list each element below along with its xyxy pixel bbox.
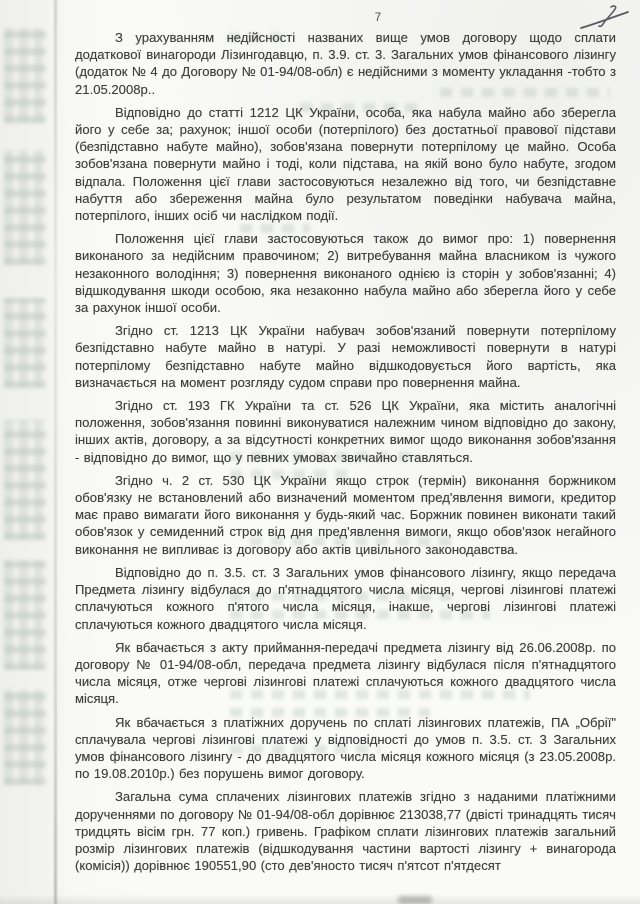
paragraph: Загальна сума сплачених лізингових платежів згідно з наданими платіжними дорученнями по договору № 01-94/08-обл дорівнює 213038,77 (двісті тринадцять тисяч тридцять вісім грн. 77 коп.) гривень. Графіком сплати лізингових платежів загальний розмір лізингових платежів (відшкодування частини вартості лізингу + винагорода (комісія)) дорівнює 190551,90 (сто дев'яносто тисяч п'ятсот п'ятдесят xyxy=(75,789,616,874)
paragraph: Положення цієї глави застосовуються також до вимог про: 1) повернення виконаного за недійсним правочином; 2) витребування майна власником із чужого незаконного володіння; 3) повернення виконаного однією із сторін у зобов'язанні; 4) відшкодування шкоди особою, яка незаконно набула майно або зберегла його у себе за рахунок іншої особи. xyxy=(75,231,616,316)
bleedthrough-artifact xyxy=(4,690,46,785)
paragraph: Як вбачається з платіжних доручень по сплаті лізингових платежів, ПА „Обрії" сплачувала чергові лізингові платежі у відповідності до умов п. 3.5. ст. 3 Загальних умов фінансового лізингу - до двадцятого числа місяця кожного місяця (з 23.05.2008р. по 19.08.2010р.) без порушень вимог договору. xyxy=(75,714,616,782)
paragraph: Як вбачається з акту приймання-передачі предмета лізингу від 26.06.2008р. по договору № 01-94/08-обл, передача предмета лізингу відбулася після п'ятнадцятого числа місяця, отже чергові лізингові платежі сплачуються кожного двадцятого числа місяця. xyxy=(75,639,616,707)
document-body xyxy=(75,29,616,880)
paragraph: Відповідно до п. 3.5. ст. 3 Загальних умов фінансового лізингу, якщо передача Предмета лізингу відбулася до п'ятнадцятого числа місяця, чергові лізингові платежі сплачуються кожного п'ятого числа місяця, інакше, чергові лізингові платежі сплачуються кожного двадцятого числа місяця. xyxy=(75,564,616,632)
paragraph: Відповідно до статті 1212 ЦК України, особа, яка набула майно або зберегла його у себе за; рахунок; іншої особи (потерпілого) без достатньої правової підстави (безпідставно набуте майно), зобов'язана повернути потерпілому це майно. Особа зобов'язана повернути майно і тоді, коли підстава, на якій воно було набуте, згодом відпала. Положення цієї глави застосовуються незалежно від того, чи безпідставне набуття або збереження майна було результатом поведінки набувача майна, потерпілого, інших осіб чи наслідком події. xyxy=(75,104,616,224)
paragraph: Згідно ст. 1213 ЦК України набувач зобов'язаний повернути потерпілому безпідставно набуте майно в натурі. У разі неможливості повернути в натурі потерпілому безпідставно набуте майно відшкодовується його вартість, яка визначається на момент розгляду судом справи про повернення майна. xyxy=(75,323,616,390)
bleedthrough-artifact xyxy=(4,150,46,265)
paragraph: Згідно ч. 2 ст. 530 ЦК України якщо строк (термін) виконання боржником обов'язку не встановлений або визначений моментом пред'явлення вимоги, кредитор має право вимагати його виконання у будь-який час. Боржник повинен виконати такий обов'язок у семиденний строк від дня пред'явлення вимоги, якщо обов'язок негайного виконання не випливає із договору або актів цивільного законодавства. xyxy=(75,472,616,557)
bleedthrough-artifact xyxy=(4,298,46,388)
page-fold-line xyxy=(54,0,57,904)
bleedthrough-artifact xyxy=(4,420,46,540)
bleedthrough-artifact xyxy=(4,28,46,123)
paragraph: З урахуванням недійсності названих вище умов договору щодо сплати додаткової винагороди Лізингодавцю, п. 3.9. ст. 3. Загальних умов фінансового лізингу (додаток № 4 до Договору № 01-94/08-обл) є недійсними з моменту укладання -тобто з 21.05.2008р.. xyxy=(75,30,616,97)
page-number: 7 xyxy=(374,12,382,24)
scan-bottom-shadow xyxy=(0,894,640,904)
paragraph: Згідно ст. 193 ГК України та ст. 526 ЦК України, яка містить аналогічні положення, зобов'язання повинні виконуватися належним чином відповідно до закону, інших актів, договору, а за відсутності конкретних вимог щодо виконання зобов'язання - відповідно до вимог, що у певних умовах звичайно ставляться. xyxy=(75,398,616,465)
bleedthrough-artifact xyxy=(4,560,46,670)
